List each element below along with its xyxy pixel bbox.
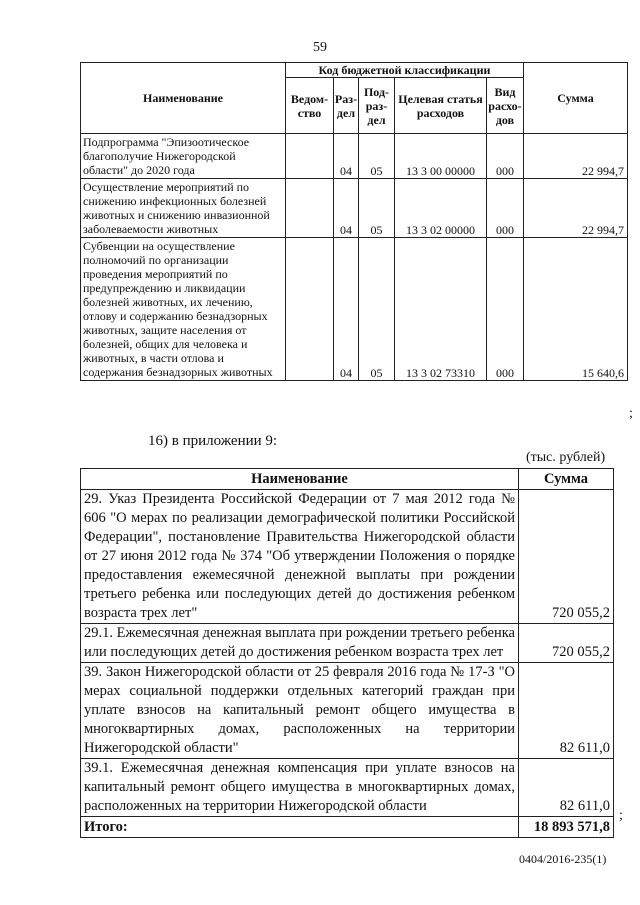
t1-header-vid: Вид расхо-дов	[487, 78, 524, 134]
t1-header-podrazdel: Под-раз-дел	[359, 78, 395, 134]
t1-row-podrazdel: 05	[359, 179, 395, 238]
section-intro: 16) в приложении 9:	[148, 433, 278, 449]
t1-row-razdel: 04	[334, 179, 359, 238]
t1-row-target: 13 3 00 00000	[395, 134, 487, 179]
t1-header-target: Целевая статья расходов	[395, 78, 487, 134]
t1-row-target: 13 3 02 00000	[395, 179, 487, 238]
t1-row-sum: 22 994,7	[524, 134, 628, 179]
t1-header-razdel: Раз-дел	[334, 78, 359, 134]
t1-row-name: Подпрограмма "Эпизоотическое благополучие Нижегородской области" до 2020 года	[81, 134, 286, 179]
t2-row	[81, 490, 614, 624]
t1-row	[81, 179, 628, 238]
t1-row	[81, 134, 628, 179]
t1-row-vedomstvo	[286, 238, 334, 381]
t1-row-vid: 000	[487, 179, 524, 238]
t2-total-sum: 18 893 571,8	[519, 817, 614, 838]
t1-row-podrazdel: 05	[359, 238, 395, 381]
t2-header-sum: Сумма	[519, 469, 614, 490]
t2-header-name: Наименование	[81, 469, 519, 490]
t2-row-name: 29.1. Ежемесячная денежная выплата при рождении третьего ребенка или последующих детей до достижения ребенком возраста трех лет	[81, 624, 519, 663]
t1-row-razdel: 04	[334, 238, 359, 381]
document-code: 0404/2016-235(1)	[519, 852, 607, 866]
t1-row-name: Осуществление мероприятий по снижению инфекционных болезней животных и снижению инвазионной заболеваемости животных	[81, 179, 286, 238]
t1-row-sum: 15 640,6	[524, 238, 628, 381]
t1-row-vedomstvo	[286, 134, 334, 179]
t1-row-razdel: 04	[334, 134, 359, 179]
t2-row-name: 39.1. Ежемесячная денежная компенсация при уплате взносов на капитальный ремонт общего имущества в многоквартирных домах, расположенных на территории Нижегородской области	[81, 759, 519, 817]
t1-end-mark: ;	[629, 406, 633, 421]
t1-row-podrazdel: 05	[359, 134, 395, 179]
t2-total-label: Итого:	[81, 817, 519, 838]
t2-row-sum: 720 055,2	[519, 624, 614, 663]
t2-row-sum: 82 611,0	[519, 663, 614, 759]
t2-row	[81, 663, 614, 759]
budget-classification-table	[80, 62, 628, 381]
t2-row-name: 39. Закон Нижегородской области от 25 февраля 2016 года № 17-З "О мерах социальной поддержки отдельных категорий граждан при уплате взносов на капитальный ремонт общего имущества в многоквартирных домах, расположенных на территории Нижегородской области"	[81, 663, 519, 759]
t1-row	[81, 238, 628, 381]
t1-header-name: Наименование	[81, 63, 286, 134]
t2-row-name: 29. Указ Президента Российской Федерации от 7 мая 2012 года № 606 "О мерах по реализации демографической политики Российской Федерации", постановление Правительства Нижегородской области от 27 июня 2012 года № 374 "Об утверждении Положения о порядке предоставления ежемесячной денежной выплаты при рождении третьего ребенка или последующих детей до достижения ребенком возраста трех лет"	[81, 490, 519, 624]
t1-row-vid: 000	[487, 134, 524, 179]
t2-row	[81, 624, 614, 663]
t1-row-sum: 22 994,7	[524, 179, 628, 238]
t1-row-name: Субвенции на осуществление полномочий по организации проведения мероприятий по предупреждению и ликвидации болезней животных, их лечению, отлову и содержанию безнадзорных животных, защите населения от болезней, общих для человека и животных, в части отлова и содержания безнадзорных животных	[81, 238, 286, 381]
t1-header-sum: Сумма	[524, 63, 628, 134]
t1-row-target: 13 3 02 73310	[395, 238, 487, 381]
appendix-9-table	[80, 468, 614, 838]
t1-header-vedomstvo: Ведом-ство	[286, 78, 334, 134]
unit-label: (тыс. рублей)	[526, 450, 606, 465]
page-number: 59	[313, 40, 327, 55]
t2-total-row	[81, 817, 614, 838]
t1-row-vedomstvo	[286, 179, 334, 238]
t2-row-sum: 720 055,2	[519, 490, 614, 624]
t2-end-mark: ;	[619, 808, 623, 823]
t2-row	[81, 759, 614, 817]
t1-row-vid: 000	[487, 238, 524, 381]
t1-header-group: Код бюджетной классификации	[286, 63, 524, 78]
t2-row-sum: 82 611,0	[519, 759, 614, 817]
